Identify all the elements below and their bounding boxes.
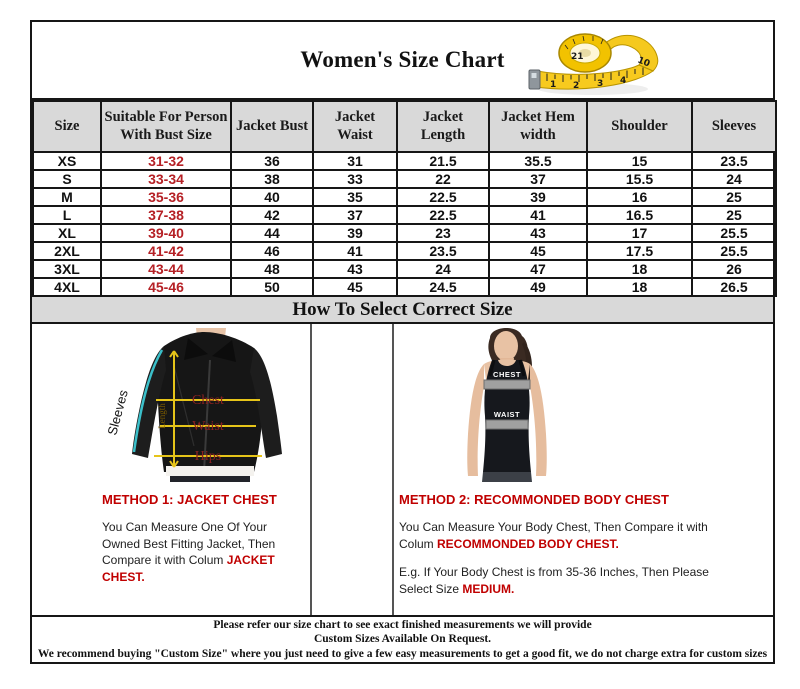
bust-range-cell: 45-46 [101, 278, 231, 296]
column-header-7: Sleeves [692, 101, 776, 152]
column-header-2: Jacket Bust [231, 101, 313, 152]
bust-range-cell: 39-40 [101, 224, 231, 242]
measurement-cell: 26.5 [692, 278, 776, 296]
jacket-length-label: Length [157, 403, 167, 429]
measurement-cell: 38 [231, 170, 313, 188]
table-row [33, 242, 776, 260]
footer-line-1: Please refer our size chart to see exact finished measurements we will provide [213, 618, 592, 631]
size-cell: XS [33, 152, 101, 170]
method2-highlight1: RECOMMONDED BODY CHEST. [437, 536, 619, 551]
measurement-cell: 25 [692, 206, 776, 224]
measurement-cell: 23.5 [692, 152, 776, 170]
methods-section [32, 324, 773, 615]
method1-column [32, 324, 312, 615]
measurement-cell: 31 [313, 152, 397, 170]
column-header-0: Size [33, 101, 101, 152]
size-cell: M [33, 188, 101, 206]
measurement-cell: 48 [231, 260, 313, 278]
method2-column [394, 324, 773, 615]
measurement-cell: 33 [313, 170, 397, 188]
measurement-cell: 18 [587, 278, 692, 296]
measurement-cell: 36 [231, 152, 313, 170]
measurement-cell: 41 [489, 206, 587, 224]
size-cell: 2XL [33, 242, 101, 260]
measurement-cell: 15 [587, 152, 692, 170]
size-cell: S [33, 170, 101, 188]
column-header-3: Jacket Waist [313, 101, 397, 152]
method2-text-2 [399, 564, 733, 597]
tape-number: 10 [635, 55, 652, 70]
footer-note [32, 615, 773, 662]
tape-number: 1 [550, 80, 557, 90]
measurement-cell: 50 [231, 278, 313, 296]
method1-highlight: JACKET CHEST. [102, 553, 275, 584]
method2-line1: You Can Measure Your Body Chest, Then Compare it with Colum [399, 520, 708, 551]
body-chest-label: CHEST [493, 370, 521, 379]
measurement-cell: 17.5 [587, 242, 692, 260]
size-table-body [33, 152, 776, 296]
measurement-cell: 43 [489, 224, 587, 242]
jacket-hips-label: Hips [194, 449, 222, 464]
table-row [33, 188, 776, 206]
measurement-cell: 25 [692, 188, 776, 206]
measurement-cell: 47 [489, 260, 587, 278]
measurement-cell: 23.5 [397, 242, 489, 260]
size-table [32, 100, 777, 297]
jacket-measurement-image [32, 324, 310, 482]
measurement-cell: 39 [313, 224, 397, 242]
chart-frame [30, 20, 775, 664]
measurement-cell: 18 [587, 260, 692, 278]
jacket-sleeves-label: Sleeves [104, 388, 131, 437]
measurement-cell: 45 [313, 278, 397, 296]
measurement-cell: 21.5 [397, 152, 489, 170]
measurement-cell: 46 [231, 242, 313, 260]
measurement-cell: 16 [587, 188, 692, 206]
measurement-cell: 24.5 [397, 278, 489, 296]
bust-range-cell: 35-36 [101, 188, 231, 206]
method1-heading: METHOD 1: JACKET CHEST [102, 492, 277, 507]
footer-line-2: Custom Sizes Available On Request. [313, 633, 492, 646]
measurement-cell: 37 [489, 170, 587, 188]
body-waist-label: WAIST [493, 410, 521, 419]
bust-range-cell: 31-32 [101, 152, 231, 170]
table-row [33, 260, 776, 278]
tape-measure-image [523, 25, 673, 97]
bust-range-cell: 43-44 [101, 260, 231, 278]
size-cell: XL [33, 224, 101, 242]
measurement-cell: 26 [692, 260, 776, 278]
tape-number: 2 [573, 81, 580, 91]
jacket-chest-label: Chest [192, 393, 224, 408]
tape-number: 21 [571, 52, 584, 62]
measurement-cell: 25.5 [692, 224, 776, 242]
title-row [32, 22, 773, 100]
table-row [33, 278, 776, 296]
size-cell: 4XL [33, 278, 101, 296]
measurement-cell: 23 [397, 224, 489, 242]
column-header-4: Jacket Length [397, 101, 489, 152]
measurement-cell: 44 [231, 224, 313, 242]
table-row [33, 224, 776, 242]
measurement-cell: 35.5 [489, 152, 587, 170]
measurement-cell: 35 [313, 188, 397, 206]
table-row [33, 170, 776, 188]
measurement-cell: 22.5 [397, 206, 489, 224]
table-row [33, 152, 776, 170]
table-row [33, 206, 776, 224]
tape-number: 4 [620, 76, 627, 86]
bust-range-cell: 41-42 [101, 242, 231, 260]
measurement-cell: 22 [397, 170, 489, 188]
measurement-cell: 24 [692, 170, 776, 188]
section-title: How To Select Correct Size [32, 297, 773, 324]
measurement-cell: 42 [231, 206, 313, 224]
column-header-5: Jacket Hem width [489, 101, 587, 152]
bust-range-cell: 37-38 [101, 206, 231, 224]
measurement-cell: 39 [489, 188, 587, 206]
body-measurement-image [394, 324, 773, 482]
spacer-column [312, 324, 394, 615]
column-header-1: Suitable For Person With Bust Size [101, 101, 231, 152]
measurement-cell: 43 [313, 260, 397, 278]
bust-range-cell: 33-34 [101, 170, 231, 188]
size-cell: 3XL [33, 260, 101, 278]
tape-number: 3 [597, 79, 604, 89]
measurement-cell: 41 [313, 242, 397, 260]
jacket-waist-label: Waist [192, 419, 224, 434]
measurement-cell: 37 [313, 206, 397, 224]
column-header-6: Shoulder [587, 101, 692, 152]
size-cell: L [33, 206, 101, 224]
measurement-cell: 22.5 [397, 188, 489, 206]
measurement-cell: 25.5 [692, 242, 776, 260]
method2-heading: METHOD 2: RECOMMONDED BODY CHEST [399, 492, 669, 507]
measurement-cell: 17 [587, 224, 692, 242]
measurement-cell: 45 [489, 242, 587, 260]
measurement-cell: 15.5 [587, 170, 692, 188]
measurement-cell: 40 [231, 188, 313, 206]
size-table-header-row [33, 101, 776, 152]
measurement-cell: 49 [489, 278, 587, 296]
method1-text [102, 519, 302, 585]
method1-line: You Can Measure One Of Your Owned Best Fitting Jacket, Then Compare it with Colum [102, 520, 276, 568]
method2-text-1 [399, 519, 733, 552]
footer-line-3: We recommend buying "Custom Size" where you just need to give a few easy measurements to get a good fit, we do not charge extra for custom sizes [37, 647, 768, 660]
measurement-cell: 24 [397, 260, 489, 278]
method2-line2: E.g. If Your Body Chest is from 35-36 Inches, Then Please Select Size [399, 565, 709, 596]
method2-highlight2: MEDIUM. [462, 581, 515, 596]
page-title: Women's Size Chart [300, 47, 505, 72]
measurement-cell: 16.5 [587, 206, 692, 224]
